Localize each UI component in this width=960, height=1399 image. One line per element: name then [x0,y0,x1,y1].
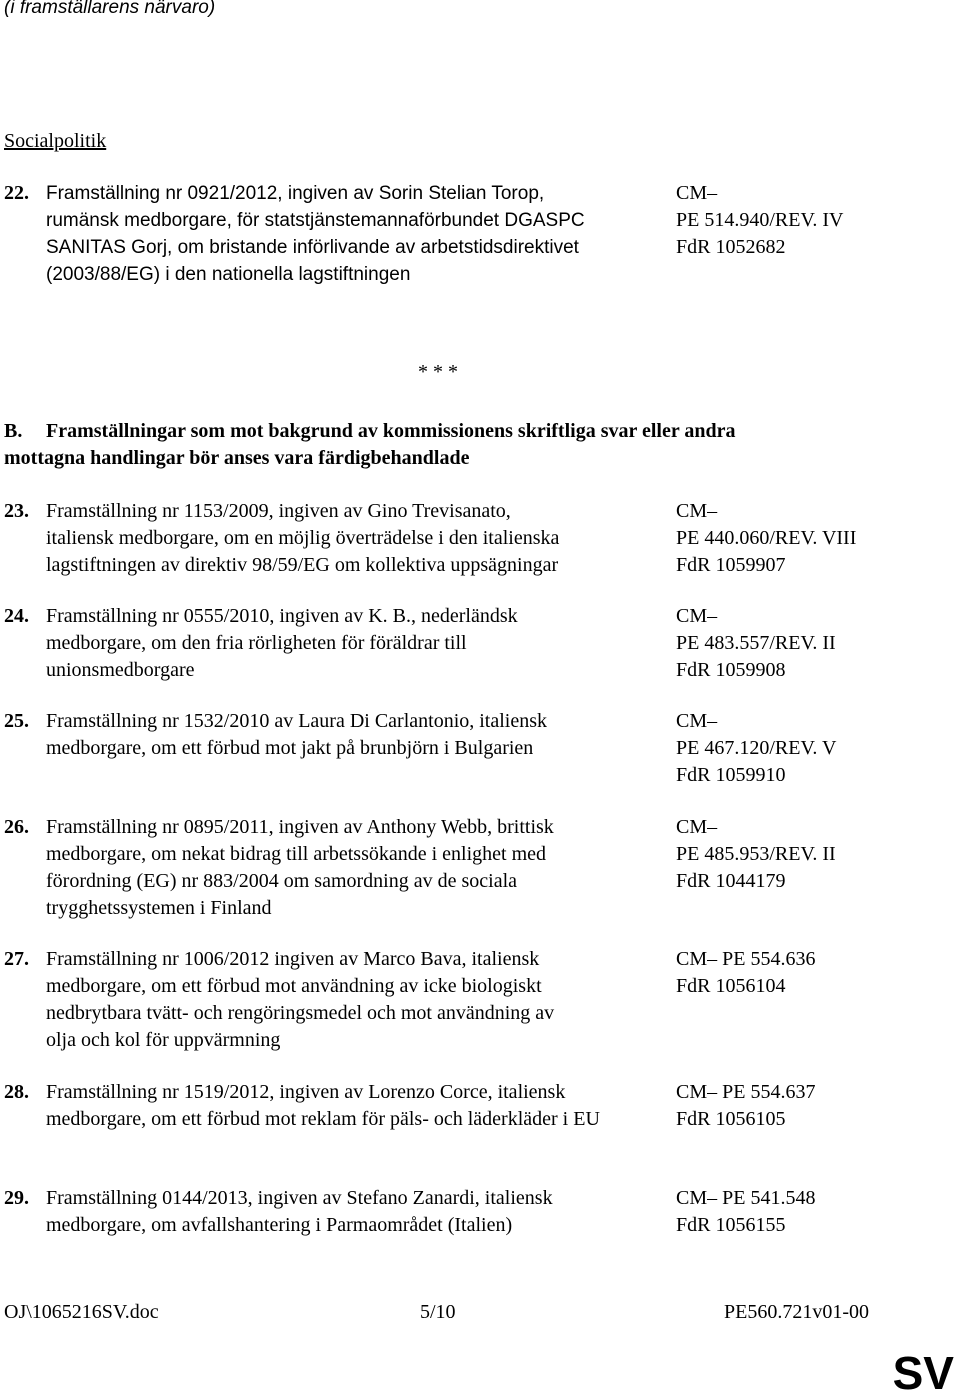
item-text-line: medborgare, om ett förbud mot reklam för päls- och läderkläder i EU [46,1108,600,1130]
ref-line: FdR 1059908 [676,659,786,681]
ref-line: CM– [676,816,718,838]
footer-page-number: 5/10 [420,1301,456,1323]
ref-line: CM– PE 554.636 [676,948,816,970]
item-number: 27. [4,948,29,970]
ref-line: CM– PE 541.548 [676,1187,816,1209]
ref-line: PE 467.120/REV. V [676,737,837,759]
ref-line: CM– [676,710,718,732]
item-text-line: nedbrytbara tvätt- och rengöringsmedel och mot användning av [46,1002,555,1024]
ref-line: CM– [676,182,718,204]
ref-line: CM– [676,605,718,627]
item-refs [676,603,836,684]
item-text-line: medborgare, om den fria rörligheten för föräldrar till [46,632,467,654]
ref-line: FdR 1052682 [676,236,786,258]
item-refs [676,1185,815,1239]
footer-language-code: SV [892,1347,954,1399]
item-text [46,1079,600,1133]
header-note: (i framställarens närvaro) [4,0,216,18]
item-text-line: (2003/88/EG) i den nationella lagstiftningen [46,264,411,285]
ref-line: CM– PE 554.637 [676,1081,816,1103]
item-text [46,180,585,288]
item-text-line: medborgare, om nekat bidrag till arbetssökande i enlighet med [46,843,547,865]
ref-line: PE 485.953/REV. II [676,843,836,865]
ref-line: FdR 1044179 [676,870,786,892]
ref-line: PE 483.557/REV. II [676,632,836,654]
section-b-letter: B. [4,420,23,442]
ref-line: PE 514.940/REV. IV [676,209,844,231]
section-title: Socialpolitik [4,130,107,152]
item-refs [676,498,856,579]
item-text-line: Framställning 0144/2013, ingiven av Stefano Zanardi, italiensk [46,1187,553,1209]
item-number: 23. [4,500,29,522]
item-text-line: trygghetssystemen i Finland [46,897,272,919]
item-refs [676,814,836,895]
item-text [46,1185,553,1239]
item-text-line: Framställning nr 1519/2012, ingiven av Lorenzo Corce, italiensk [46,1081,566,1103]
item-text-line: medborgare, om ett förbud mot användning av icke biologiskt [46,975,542,997]
item-text-line: Framställning nr 1532/2010 av Laura Di Carlantonio, italiensk [46,710,548,732]
item-text [46,814,554,922]
item-refs [676,708,836,789]
ref-line: FdR 1056155 [676,1214,786,1236]
item-text-line: lagstiftningen av direktiv 98/59/EG om kollektiva uppsägningar [46,554,559,576]
item-text-line: Framställning nr 0555/2010, ingiven av K. B., nederländsk [46,605,518,627]
item-text-line: Framställning nr 1153/2009, ingiven av Gino Trevisanato, [46,500,511,522]
item-text-line: medborgare, om avfallshantering i Parmaområdet (Italien) [46,1214,513,1236]
item-number: 29. [4,1187,29,1209]
item-refs [676,946,815,1000]
item-text [46,603,518,684]
item-number: 26. [4,816,29,838]
item-number: 22. [4,182,29,204]
item-text-line: medborgare, om ett förbud mot jakt på brunbjörn i Bulgarien [46,737,534,759]
separator-stars: * * * [418,361,458,383]
item-number: 28. [4,1081,29,1103]
item-number: 24. [4,605,29,627]
item-text [46,946,554,1054]
item-text-line: Framställning nr 1006/2012 ingiven av Marco Bava, italiensk [46,948,540,970]
item-text-line: Framställning nr 0895/2011, ingiven av Anthony Webb, brittisk [46,816,554,838]
ref-line: CM– [676,500,718,522]
item-text-line: SANITAS Gorj, om bristande införlivande av arbetstidsdirektivet [46,237,579,258]
item-refs [676,1079,815,1133]
item-text-line: unionsmedborgare [46,659,195,681]
ref-line: FdR 1059907 [676,554,786,576]
footer-doc-ref: OJ\1065216SV.doc [4,1301,159,1323]
footer-pe-ref: PE560.721v01-00 [724,1301,869,1323]
ref-line: FdR 1056104 [676,975,786,997]
item-text-line: Framställning nr 0921/2012, ingiven av Sorin Stelian Torop, [46,183,545,204]
section-b-line1: Framställningar som mot bakgrund av kommissionens skriftliga svar eller andra [46,420,736,442]
item-text-line: rumänsk medborgare, för statstjänstemannaförbundet DGASPC [46,210,585,231]
item-text-line: olja och kol för uppvärmning [46,1029,281,1051]
ref-line: PE 440.060/REV. VIII [676,527,857,549]
item-text [46,708,547,762]
section-b-line2: mottagna handlingar bör anses vara färdigbehandlade [4,447,470,469]
item-text [46,498,559,579]
item-text-line: italiensk medborgare, om en möjlig överträdelse i den italienska [46,527,560,549]
item-refs [676,180,843,261]
ref-line: FdR 1056105 [676,1108,786,1130]
item-text-line: förordning (EG) nr 883/2004 om samordning av de sociala [46,870,518,892]
ref-line: FdR 1059910 [676,764,786,786]
item-number: 25. [4,710,29,732]
